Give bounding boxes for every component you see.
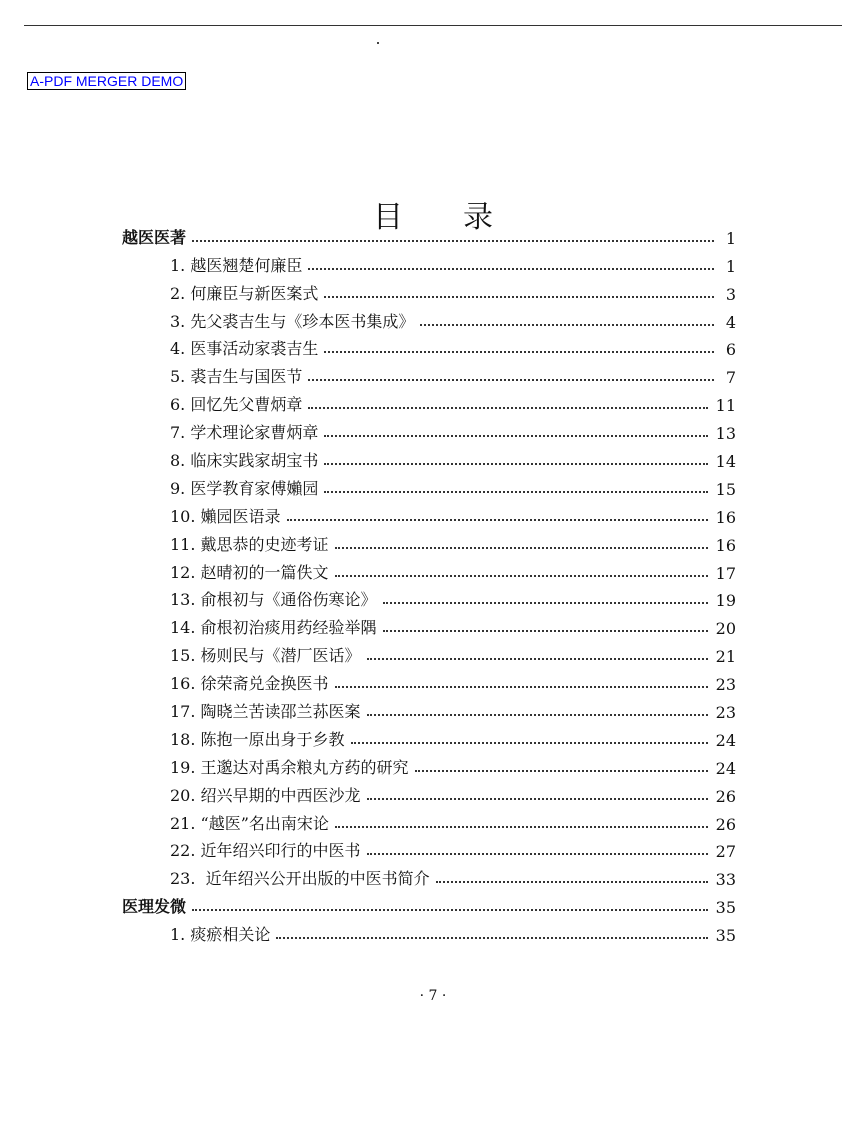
toc-entry[interactable] — [122, 750, 736, 778]
entry-title: 1. 越医翘楚何廉臣 — [170, 255, 303, 275]
entry-page: 3 — [725, 284, 736, 304]
entry-title: 3. 先父裘吉生与《珍本医书集成》 — [170, 311, 415, 331]
entry-title: 22. 近年绍兴印行的中医书 — [170, 841, 361, 861]
entry-page: 35 — [715, 926, 736, 946]
title-char: 目 — [373, 200, 463, 236]
entry-page: 23 — [715, 703, 736, 723]
toc-entry[interactable] — [122, 359, 736, 387]
entry-page: 1 — [725, 228, 736, 248]
entry-title: 2. 何廉臣与新医案式 — [170, 283, 319, 303]
dot-leader — [383, 602, 708, 604]
toc-entry[interactable] — [122, 666, 736, 694]
entry-title: 13. 俞根初与《通俗伤寒论》 — [170, 590, 377, 610]
entry-page: 27 — [715, 842, 736, 862]
toc-entry[interactable] — [122, 834, 736, 862]
entry-title: 16. 徐荣斋兑金换医书 — [170, 674, 329, 694]
dot-leader — [324, 351, 714, 353]
entry-title: 20. 绍兴早期的中西医沙龙 — [170, 785, 361, 805]
dot-leader — [308, 268, 714, 270]
entry-title: 11. 戴思恭的史迹考证 — [170, 534, 329, 554]
toc-entry[interactable] — [122, 248, 736, 276]
scan-speck — [377, 42, 379, 44]
entry-page: 19 — [715, 591, 736, 611]
dot-leader — [276, 937, 707, 939]
entry-page: 4 — [725, 312, 736, 332]
dot-leader — [192, 240, 714, 242]
dot-leader — [367, 714, 708, 716]
entry-title: 8. 临床实践家胡宝书 — [170, 451, 319, 471]
dot-leader — [415, 770, 708, 772]
entry-page: 21 — [715, 647, 736, 667]
entry-title: 7. 学术理论家曹炳章 — [170, 423, 319, 443]
toc-entry[interactable] — [122, 304, 736, 332]
dot-leader — [335, 686, 708, 688]
entry-title: 6. 回忆先父曹炳章 — [170, 395, 303, 415]
dot-leader — [308, 379, 714, 381]
entry-page: 11 — [715, 396, 736, 416]
dot-leader — [335, 575, 708, 577]
page-number: · 7 · — [419, 988, 447, 1004]
toc-entry[interactable] — [122, 861, 736, 889]
entry-title: 21. “越医”名出南宋论 — [170, 813, 329, 833]
entry-page: 15 — [715, 479, 736, 499]
toc-entry[interactable] — [122, 471, 736, 499]
dot-leader — [420, 324, 714, 326]
top-rule — [24, 25, 842, 26]
dot-leader — [287, 519, 708, 521]
entry-page: 20 — [715, 619, 736, 639]
entry-title: 17. 陶晓兰苦读邵兰荪医案 — [170, 702, 361, 722]
toc-entry[interactable] — [122, 499, 736, 527]
toc-entry[interactable] — [122, 806, 736, 834]
toc-entry[interactable] — [122, 583, 736, 611]
entry-page: 1 — [725, 256, 736, 276]
dot-leader — [308, 407, 707, 409]
entry-page: 24 — [715, 730, 736, 750]
entry-title: 5. 裘吉生与国医节 — [170, 367, 303, 387]
entry-title: 医理发微 — [122, 897, 187, 917]
toc-entry[interactable] — [122, 917, 736, 945]
entry-title: 19. 王邈达对禹余粮丸方药的研究 — [170, 757, 409, 777]
entry-page: 7 — [725, 368, 736, 388]
dot-leader — [335, 547, 708, 549]
toc-entry[interactable] — [122, 527, 736, 555]
entry-title: 15. 杨则民与《潜厂医话》 — [170, 646, 361, 666]
table-of-contents — [122, 220, 736, 945]
dot-leader — [335, 826, 708, 828]
entry-page: 33 — [715, 870, 736, 890]
dot-leader — [367, 658, 708, 660]
dot-leader — [324, 435, 707, 437]
entry-page: 13 — [715, 424, 736, 444]
dot-leader — [383, 630, 708, 632]
toc-entry[interactable] — [122, 276, 736, 304]
entry-page: 6 — [725, 340, 736, 360]
entry-title: 4. 医事活动家裘吉生 — [170, 339, 319, 359]
entry-title: 12. 赵晴初的一篇佚文 — [170, 562, 329, 582]
entry-title: 14. 俞根初治痰用药经验举隅 — [170, 618, 377, 638]
title-char: 录 — [463, 200, 553, 236]
entry-page: 35 — [715, 898, 736, 918]
entry-page: 23 — [715, 675, 736, 695]
toc-entry[interactable] — [122, 610, 736, 638]
dot-leader — [351, 742, 708, 744]
toc-entry[interactable] — [122, 332, 736, 360]
entry-page: 26 — [715, 786, 736, 806]
watermark-label: A-PDF MERGER DEMO — [27, 72, 186, 90]
toc-section[interactable] — [122, 889, 736, 917]
dot-leader — [324, 296, 714, 298]
toc-entry[interactable] — [122, 694, 736, 722]
dot-leader — [324, 491, 707, 493]
entry-page: 16 — [715, 507, 736, 527]
entry-page: 17 — [715, 563, 736, 583]
entry-page: 24 — [715, 758, 736, 778]
toc-entry[interactable] — [122, 415, 736, 443]
entry-title: 9. 医学教育家傅嬾园 — [170, 478, 319, 498]
entry-page: 16 — [715, 535, 736, 555]
entry-page: 26 — [715, 814, 736, 834]
entry-title: 越医医著 — [122, 227, 187, 247]
entry-title: 1. 痰瘀相关论 — [170, 925, 271, 945]
dot-leader — [436, 881, 708, 883]
dot-leader — [367, 798, 708, 800]
toc-section[interactable] — [122, 220, 736, 248]
toc-entry[interactable] — [122, 443, 736, 471]
toc-entry[interactable] — [122, 555, 736, 583]
dot-leader — [324, 463, 707, 465]
dot-leader — [192, 909, 708, 911]
toc-entry[interactable] — [122, 387, 736, 415]
toc-entry[interactable] — [122, 778, 736, 806]
dot-leader — [367, 853, 708, 855]
entry-title: 10. 嬾园医语录 — [170, 506, 281, 526]
entry-title: 18. 陈抱一原出身于乡教 — [170, 729, 345, 749]
toc-entry[interactable] — [122, 638, 736, 666]
entry-title: 23. 近年绍兴公开出版的中医书简介 — [170, 869, 430, 889]
entry-page: 14 — [715, 452, 736, 472]
toc-entry[interactable] — [122, 722, 736, 750]
